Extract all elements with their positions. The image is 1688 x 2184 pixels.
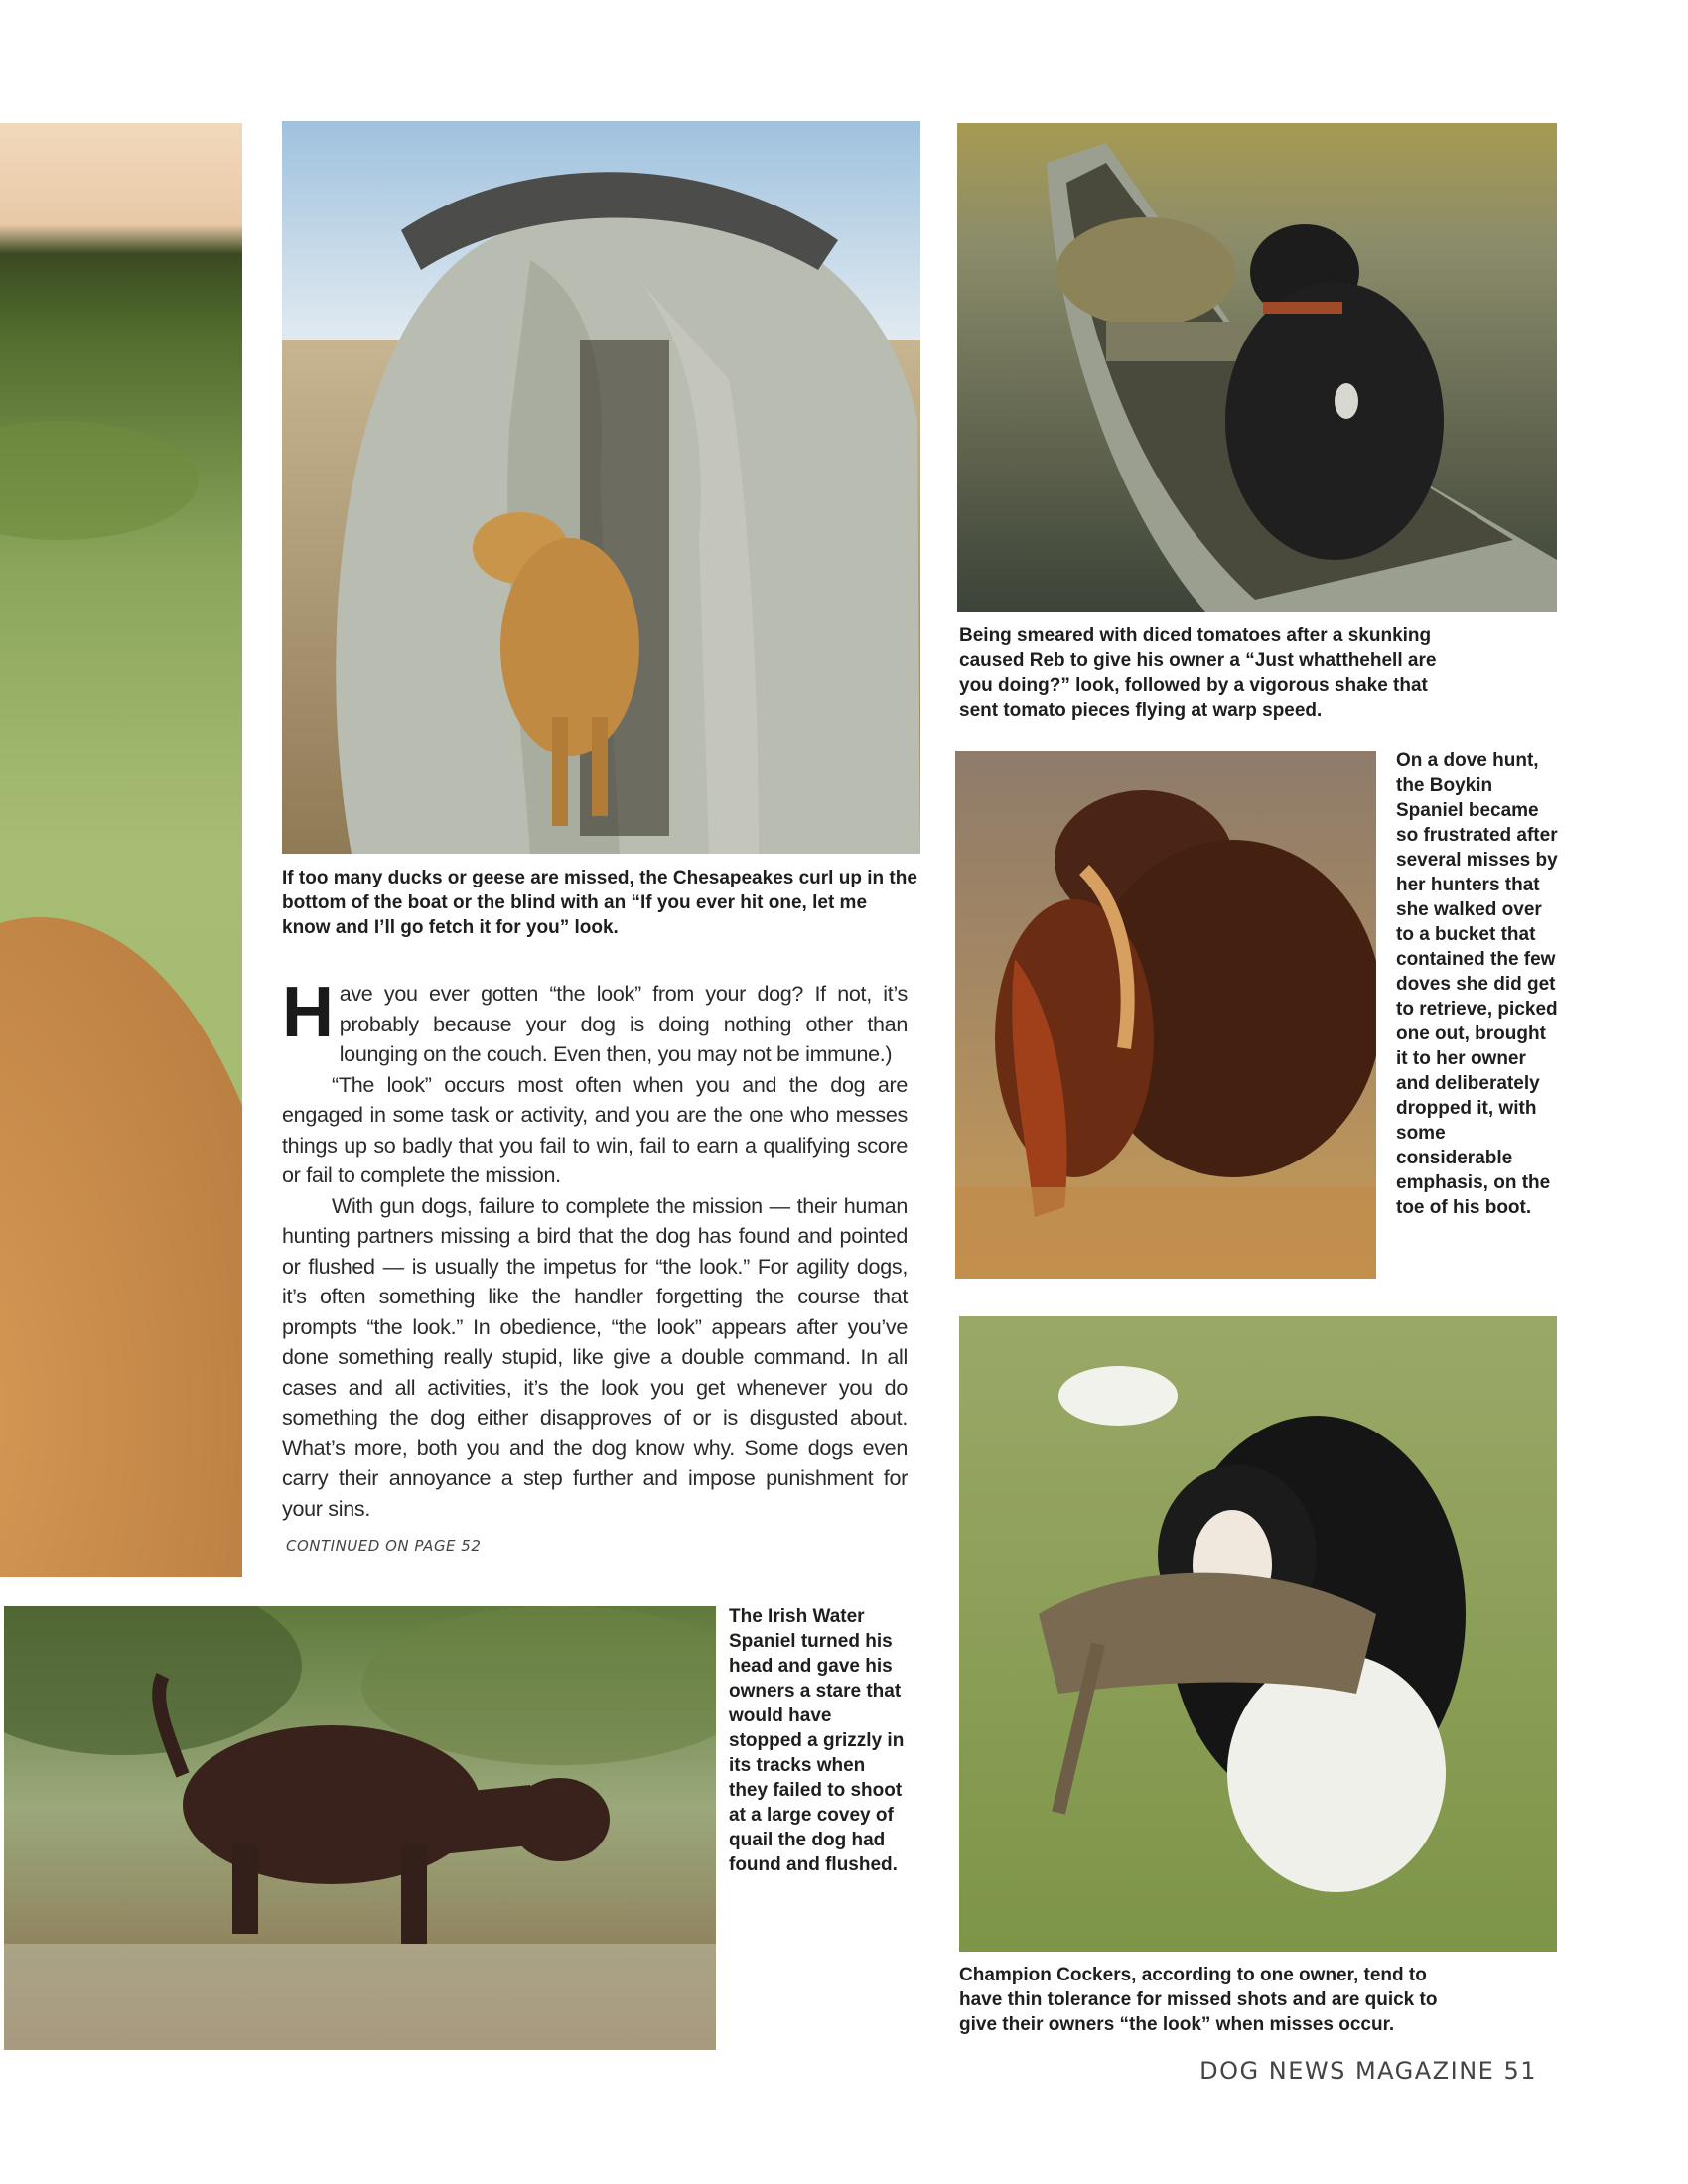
article-paragraph xyxy=(282,973,908,1070)
continued-on-page: CONTINUED ON PAGE 52 xyxy=(286,1537,482,1555)
caption-cocker: Champion Cockers, according to one owner, tend to have thin tolerance for missed shots and are quick to give their owners “the look” when misses occur. xyxy=(959,1965,1438,2035)
caption-irish-water-spaniel: The Irish Water Spaniel turned his head and gave his owners a stare that would have stopped a grizzly in its tracks when they failed to shoot at a large covey of quail the dog had found and flushed. xyxy=(729,1606,905,1875)
photo-cocker-spaniel-with-bird xyxy=(959,1316,1557,1952)
paragraph-2-text: “The look” occurs most often when you and the dog are engaged in some task or activity, and you are the one who messes things up so badly that you fail to win, fail to earn a qualifying score or fail to complete the mission. xyxy=(282,1072,908,1187)
drop-cap: H xyxy=(282,973,334,1052)
page-footer: DOG NEWS MAGAZINE 51 xyxy=(1199,2057,1537,2085)
photo-black-lab-in-canoe xyxy=(957,123,1557,612)
caption-boykin: On a dove hunt, the Boykin Spaniel became so frustrated after several misses by her hunters that she walked over to a bucket that contained the few doves she did get to retrieve, picked one out, brought it to her owner and deliberately dropped it, with some considerable emphasis, on the toe of his boot. xyxy=(1396,751,1558,1218)
caption-chesapeake: If too many ducks or geese are missed, the Chesapeakes curl up in the bottom of the boat or the blind with an “If you ever hit one, let me know and I’ll go fetch it for you” look. xyxy=(282,868,917,938)
paragraph-1-text: ave you ever gotten “the look” from your dog? If not, it’s probably because your dog is doing nothing other than lounging on the couch. Even then, you may not be immune.) xyxy=(339,982,908,1066)
photo-boykin-spaniel-with-bird xyxy=(955,751,1376,1279)
photo-irish-water-spaniel xyxy=(4,1606,716,2050)
photo-left-edge-golden-dog xyxy=(0,123,242,1577)
caption-reb: Being smeared with diced tomatoes after a skunking caused Reb to give his owner a “Just whatthehell are you doing?” look, followed by a vigorous shake that sent tomato pieces flying at warp speed. xyxy=(959,625,1437,721)
paragraph-3-text: With gun dogs, failure to complete the mission — their human hunting partners missing a bird that the dog has found and pointed or flushed — is usually the impetus for “the look.” For agility dogs, it’s often something like the handler forgetting the course that prompts “the look.” In obedience, “the look” appears after you’ve done something really stupid, like give a double command. In all cases and all activities, it’s the look you get whenever you do something the dog either disapproves of or is disgusted about. What’s more, both you and the dog know why. Some dogs even carry their annoyance a step further and impose punishment for your sins. xyxy=(282,1193,908,1521)
photo-chesapeake-in-blind xyxy=(282,121,920,854)
article-body xyxy=(282,973,908,1524)
